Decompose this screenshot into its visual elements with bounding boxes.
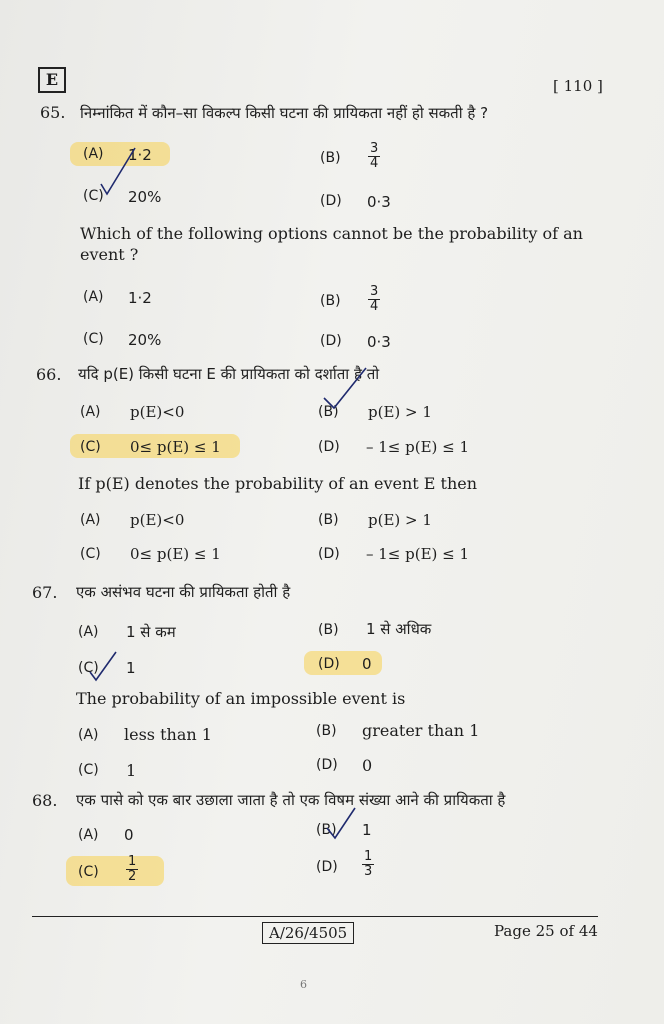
page-mark: 6	[300, 978, 307, 991]
q65-hi-option-d: 0·3	[367, 193, 391, 211]
fraction-denominator: 2	[128, 869, 137, 884]
fraction-denominator: 4	[370, 156, 379, 171]
q66-en-option-b: p(E) > 1	[368, 511, 432, 529]
q66-en-option-c: 0≤ p(E) ≤ 1	[130, 545, 221, 563]
q66-hi-option-a-letter: (A)	[80, 404, 101, 420]
pen-tick-mark-66	[320, 364, 380, 414]
question-65-english-line2: event ?	[80, 245, 139, 264]
q67-en-option-d: 0	[362, 756, 373, 775]
question-number-68: 68.	[32, 791, 58, 810]
q67-en-option-b-letter: (B)	[316, 723, 337, 739]
q68-option-b-letter: (B)	[316, 822, 337, 838]
q66-hi-option-a: p(E)<0	[130, 403, 185, 421]
q65-en-option-a-letter: (A)	[83, 289, 104, 305]
question-65-hindi: निम्नांकित में कौन–सा विकल्प किसी घटना की प्रायिकता नहीं हो सकती है ?	[80, 104, 489, 122]
q67-hi-option-a-letter: (A)	[78, 624, 99, 640]
fraction-numerator: 3	[370, 141, 379, 156]
q68-option-c-letter: (C)	[78, 864, 99, 880]
q65-en-option-b-letter: (B)	[320, 293, 341, 309]
paper-code: [ 110 ]	[553, 77, 603, 95]
q66-hi-option-d: – 1≤ p(E) ≤ 1	[366, 438, 470, 456]
fraction-numerator: 1	[128, 854, 137, 869]
q65-en-option-b-fraction	[368, 285, 380, 314]
q65-hi-option-d-letter: (D)	[320, 193, 342, 209]
question-67-hindi: एक असंभव घटना की प्रायिकता होती है	[76, 583, 291, 601]
q65-hi-option-a: 1·2	[128, 146, 152, 164]
q68-option-d-letter: (D)	[316, 859, 338, 875]
q66-en-option-a-letter: (A)	[80, 512, 101, 528]
q67-en-option-b: greater than 1	[362, 721, 480, 740]
q67-hi-option-a: 1 से कम	[126, 623, 176, 641]
q66-hi-option-c: 0≤ p(E) ≤ 1	[130, 438, 221, 456]
pen-tick-mark-65	[95, 140, 165, 200]
q66-en-option-d-letter: (D)	[318, 546, 340, 562]
q65-hi-option-b-letter: (B)	[320, 150, 341, 166]
q66-en-option-d: – 1≤ p(E) ≤ 1	[366, 545, 470, 563]
q67-hi-option-c: 1	[126, 659, 136, 677]
footer-paper-code: A/26/4505	[262, 922, 354, 944]
q68-option-a-letter: (A)	[78, 827, 99, 843]
q67-hi-option-b: 1 से अधिक	[366, 620, 432, 638]
q66-en-option-b-letter: (B)	[318, 512, 339, 528]
set-label: E	[38, 67, 66, 93]
q65-en-option-a: 1·2	[128, 289, 152, 307]
question-66-english: If p(E) denotes the probability of an event E then	[78, 474, 478, 493]
q65-hi-option-c-letter: (C)	[83, 188, 104, 204]
footer-page-number: Page 25 of 44	[494, 922, 598, 940]
q66-en-option-a: p(E)<0	[130, 511, 185, 529]
q65-hi-option-b-fraction	[368, 142, 380, 171]
q66-hi-option-b-letter: (B)	[318, 404, 339, 420]
q66-hi-option-d-letter: (D)	[318, 439, 340, 455]
q68-option-d-fraction	[362, 850, 374, 879]
pen-tick-mark-68	[325, 806, 365, 846]
q66-hi-option-c-letter: (C)	[80, 439, 101, 455]
q66-en-option-c-letter: (C)	[80, 546, 101, 562]
q65-hi-option-c: 20%	[128, 188, 162, 206]
q67-en-option-c-letter: (C)	[78, 762, 99, 778]
q68-option-c-fraction	[126, 855, 138, 884]
question-67-english: The probability of an impossible event is	[76, 689, 406, 708]
fraction-numerator: 3	[370, 284, 379, 299]
q67-en-option-a-letter: (A)	[78, 727, 99, 743]
question-number-67: 67.	[32, 583, 58, 602]
fraction-denominator: 3	[364, 864, 373, 879]
question-66-hindi: यदि p(E) किसी घटना E की प्रायिकता को दर्शाता है तो	[78, 365, 380, 383]
question-number-66: 66.	[36, 365, 62, 384]
q65-en-option-c: 20%	[128, 331, 162, 349]
q65-en-option-d: 0·3	[367, 333, 391, 351]
q68-option-a: 0	[124, 826, 134, 844]
q67-hi-option-d-letter: (D)	[318, 656, 340, 672]
question-number-65: 65.	[40, 103, 66, 122]
q66-hi-option-b: p(E) > 1	[368, 403, 432, 421]
q65-en-option-c-letter: (C)	[83, 331, 104, 347]
question-65-english-line1: Which of the following options cannot be the probability of an	[80, 224, 583, 243]
footer-divider	[32, 916, 598, 917]
pen-tick-mark-67	[88, 650, 128, 690]
q67-hi-option-b-letter: (B)	[318, 622, 339, 638]
fraction-numerator: 1	[364, 849, 373, 864]
q65-en-option-d-letter: (D)	[320, 333, 342, 349]
question-68-hindi: एक पासे को एक बार उछाला जाता है तो एक विषम संख्या आने की प्रायिकता है	[76, 791, 506, 809]
q68-option-b: 1	[362, 821, 372, 839]
q65-hi-option-a-letter: (A)	[83, 146, 104, 162]
q67-hi-option-d: 0	[362, 655, 372, 673]
q67-en-option-c: 1	[126, 761, 137, 780]
q67-en-option-d-letter: (D)	[316, 757, 338, 773]
q67-en-option-a: less than 1	[124, 725, 212, 744]
fraction-denominator: 4	[370, 299, 379, 314]
q67-hi-option-c-letter: (C)	[78, 660, 99, 676]
